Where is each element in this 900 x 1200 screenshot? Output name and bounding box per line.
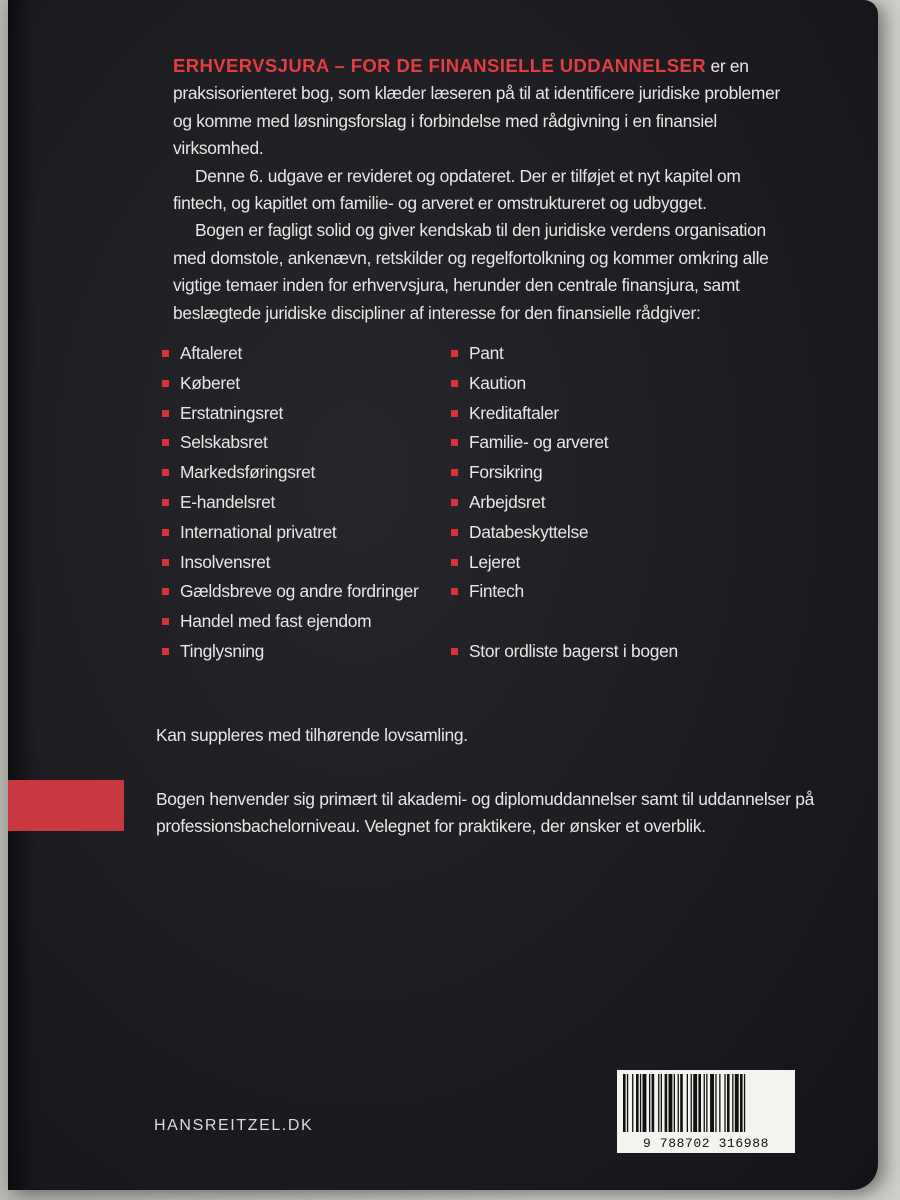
list-item [162, 607, 418, 637]
list-item-label: Forsikring [469, 462, 543, 483]
list-item [162, 369, 418, 399]
list-item-label: Tinglysning [180, 640, 265, 661]
bullet-square-icon [162, 559, 169, 566]
list-item [162, 518, 418, 548]
bullet-square-icon [162, 439, 169, 446]
barcode-bar [735, 1074, 739, 1132]
list-item-label: Lejeret [469, 551, 521, 572]
list-item-label: Markedsføringsret [180, 462, 316, 483]
barcode-bar [669, 1074, 673, 1132]
bullet-square-icon [451, 350, 458, 357]
isbn-number: 9 788702 316988 [642, 1136, 770, 1151]
barcode-bar [687, 1074, 688, 1132]
publisher-url: HANSREITZEL.DK [154, 1117, 314, 1134]
list-item-label: Erstatningsret [180, 402, 284, 423]
barcode-bar [658, 1074, 659, 1132]
audience-text: Bogen henvender sig primært til akademi- og diplomuddannelser samt til uddannelser på professionsbachelorniveau. Velegnet for praktikere, der ønsker et overblik. [156, 789, 814, 837]
list-item-label: Køberet [180, 372, 240, 393]
barcode-bar [706, 1074, 707, 1132]
barcode [617, 1070, 795, 1153]
barcode-bar [710, 1074, 714, 1132]
bullet-square-icon [451, 588, 458, 595]
barcode-bar [674, 1074, 675, 1132]
barcode-bar [652, 1074, 655, 1132]
bullet-square-icon [162, 529, 169, 536]
barcode-bar [636, 1074, 639, 1132]
bullet-square-icon [451, 559, 458, 566]
list-item-label: International privatret [180, 521, 337, 542]
barcode-bar [627, 1074, 628, 1132]
list-item [451, 488, 678, 518]
list-item [162, 428, 418, 458]
list-item [162, 577, 418, 607]
list-item [162, 339, 418, 369]
list-item-label: Kaution [469, 372, 526, 393]
barcode-bar [732, 1074, 733, 1132]
list-item-glossary [451, 637, 678, 667]
bullet-square-icon [451, 499, 458, 506]
list-item [451, 458, 678, 488]
list-item [162, 548, 418, 578]
list-item-label: Databeskyttelse [469, 521, 589, 542]
bullet-square-icon [162, 499, 169, 506]
list-item [162, 637, 418, 667]
barcode-bar [640, 1074, 641, 1132]
barcode-bar [715, 1074, 716, 1132]
bullet-square-icon [162, 618, 169, 625]
list-item-label: Selskabsret [180, 432, 268, 453]
barcode-bar [698, 1074, 701, 1132]
barcode-bar [643, 1074, 647, 1132]
list-item [162, 399, 418, 429]
list-item [451, 399, 678, 429]
list-item-label: Fintech [469, 581, 524, 602]
list-item [451, 369, 678, 399]
bullet-square-icon [162, 350, 169, 357]
intro-paragraph-1-rest: er en praksisorienteret bog, som klæder læseren på til at identificere juridiske problemer og komme med løsningsforslag i forbindelse med rådgivning i en finansiel virksomhed. [173, 56, 780, 159]
barcode-bar [678, 1074, 679, 1132]
list-item-label: Aftaleret [180, 343, 243, 363]
list-item [162, 458, 418, 488]
intro-paragraph-2: Denne 6. udgave er revideret og opdateret. Der er tilføjet et nyt kapitel om fintech, og kapitlet om familie- og arveret er omstruktureret og udbygget. [173, 165, 741, 214]
list-item-label: Handel med fast ejendom [180, 611, 372, 632]
bullet-square-icon [162, 380, 169, 387]
bullet-square-icon [162, 588, 169, 595]
supplement-note: Kan suppleres med tilhørende lovsamling. [156, 725, 468, 745]
intro-text [173, 52, 793, 327]
book-back-cover [8, 0, 878, 1190]
list-item-label: Kreditaftaler [469, 402, 559, 423]
intro-paragraph-1 [173, 52, 793, 163]
bullet-square-icon [451, 529, 458, 536]
bullet-square-icon [162, 648, 169, 655]
list-item-label: E-handelsret [180, 491, 276, 512]
list-item-label: Pant [469, 343, 504, 363]
barcode-bar [740, 1074, 743, 1132]
list-item-label: Stor ordliste bagerst i bogen [469, 640, 678, 661]
barcode-bar [680, 1074, 683, 1132]
list-item-label: Familie- og arveret [469, 432, 609, 453]
red-accent-bar [8, 780, 124, 831]
barcode-bar [704, 1074, 705, 1132]
topics-list-left [162, 339, 418, 667]
book-title: ERHVERVSJURA – FOR DE FINANSIELLE UDDANNELSER [173, 55, 706, 76]
bullet-square-icon [451, 410, 458, 417]
barcode-bar [744, 1074, 745, 1132]
list-item [451, 548, 678, 578]
bullet-square-icon [162, 410, 169, 417]
list-item [451, 518, 678, 548]
barcode-bar [724, 1074, 725, 1132]
list-item [162, 488, 418, 518]
barcode-bar [665, 1074, 668, 1132]
bullet-square-icon [451, 469, 458, 476]
bullet-square-icon [451, 439, 458, 446]
barcode-bars-icon [617, 1070, 795, 1134]
spine-shadow [8, 0, 36, 1190]
barcode-bar [632, 1074, 633, 1132]
bullet-square-icon [451, 380, 458, 387]
list-item-label: Arbejdsret [469, 491, 546, 512]
bullet-square-icon [451, 648, 458, 655]
list-item-label: Insolvensret [180, 551, 271, 572]
barcode-bar [727, 1074, 730, 1132]
intro-paragraph-3: Bogen er fagligt solid og giver kendskab til den juridiske verdens organisation med domstole, ankenævn, retskilder og regelfortolkning og kommer omkring alle vigtige temaer inden for erhvervsjura, herunder den centrale finansjura, samt beslægtede juridiske discipliner af interesse for den finansielle rådgiver: [173, 220, 769, 323]
barcode-bar [661, 1074, 662, 1132]
barcode-bar [693, 1074, 697, 1132]
barcode-bar [649, 1074, 650, 1132]
list-item-label: Gældsbreve og andre fordringer [180, 581, 419, 602]
topics-list-right [451, 339, 678, 667]
bullet-square-icon [162, 469, 169, 476]
barcode-bar [691, 1074, 692, 1132]
list-item [451, 428, 678, 458]
barcode-bar [623, 1074, 626, 1132]
barcode-bar [719, 1074, 720, 1132]
list-item [451, 577, 678, 607]
list-item [451, 339, 678, 369]
